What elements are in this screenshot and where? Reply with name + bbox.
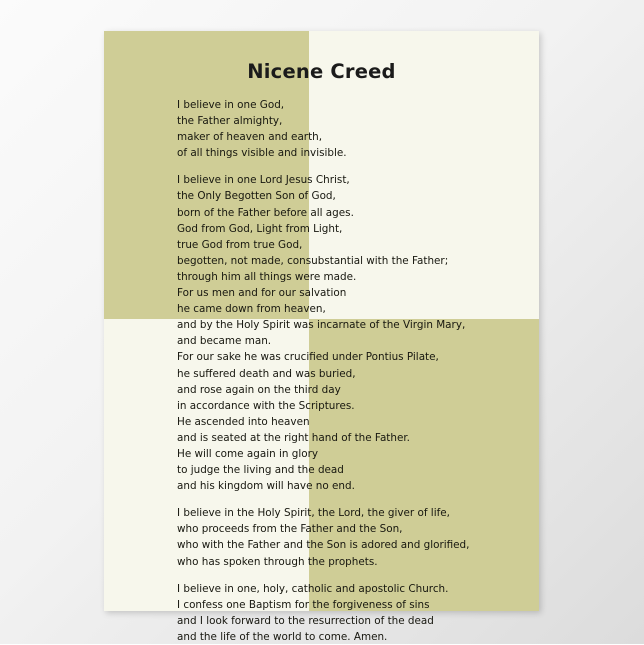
creed-line: I confess one Baptism for the forgiveness of sins (177, 598, 430, 611)
creed-line: and the life of the world to come. Amen. (177, 630, 388, 643)
poster-title: Nicene Creed (247, 60, 396, 83)
creed-stanza (177, 97, 539, 161)
creed-line: the Father almighty, (177, 115, 283, 128)
creed-line: through him all things were made. (177, 270, 357, 283)
creed-line: in accordance with the Scriptures. (177, 399, 355, 412)
creed-line: who with the Father and the Son is adored and glorified, (177, 539, 470, 552)
creed-stanza (177, 505, 539, 569)
creed-line: the Only Begotten Son of God, (177, 190, 336, 203)
creed-line: maker of heaven and earth, (177, 131, 323, 144)
creed-line: and his kingdom will have no end. (177, 480, 355, 493)
creed-line: I believe in one, holy, catholic and apostolic Church. (177, 582, 449, 595)
creed-line: and by the Holy Spirit was incarnate of the Virgin Mary, (177, 319, 466, 332)
creed-line: he suffered death and was buried, (177, 367, 356, 380)
creed-stanza (177, 172, 539, 494)
creed-line: who proceeds from the Father and the Son, (177, 523, 403, 536)
creed-line: and became man. (177, 335, 272, 348)
poster-content (104, 31, 539, 643)
creed-line: and is seated at the right hand of the Father. (177, 431, 410, 444)
creed-line: begotten, not made, consubstantial with the Father; (177, 254, 449, 267)
creed-line: I believe in the Holy Spirit, the Lord, the giver of life, (177, 507, 450, 520)
creed-line: of all things visible and invisible. (177, 147, 347, 160)
creed-line: I believe in one Lord Jesus Christ, (177, 174, 350, 187)
poster (104, 31, 539, 643)
creed-line: who has spoken through the prophets. (177, 555, 378, 568)
creed-line: I believe in one God, (177, 99, 285, 111)
creed-line: He ascended into heaven (177, 415, 310, 428)
creed-line: true God from true God, (177, 238, 303, 251)
creed-line: God from God, Light from Light, (177, 222, 343, 235)
creed-line: he came down from heaven, (177, 303, 326, 316)
creed-line: For us men and for our salvation (177, 287, 347, 300)
creed-line: For our sake he was crucified under Pontius Pilate, (177, 351, 439, 364)
creed-stanza (177, 581, 539, 645)
creed-line: and rose again on the third day (177, 383, 341, 396)
creed-line: born of the Father before all ages. (177, 206, 354, 219)
creed-line: He will come again in glory (177, 447, 318, 460)
creed-line: and I look forward to the resurrection of the dead (177, 614, 434, 627)
creed-text (177, 97, 539, 645)
creed-line: to judge the living and the dead (177, 464, 344, 477)
